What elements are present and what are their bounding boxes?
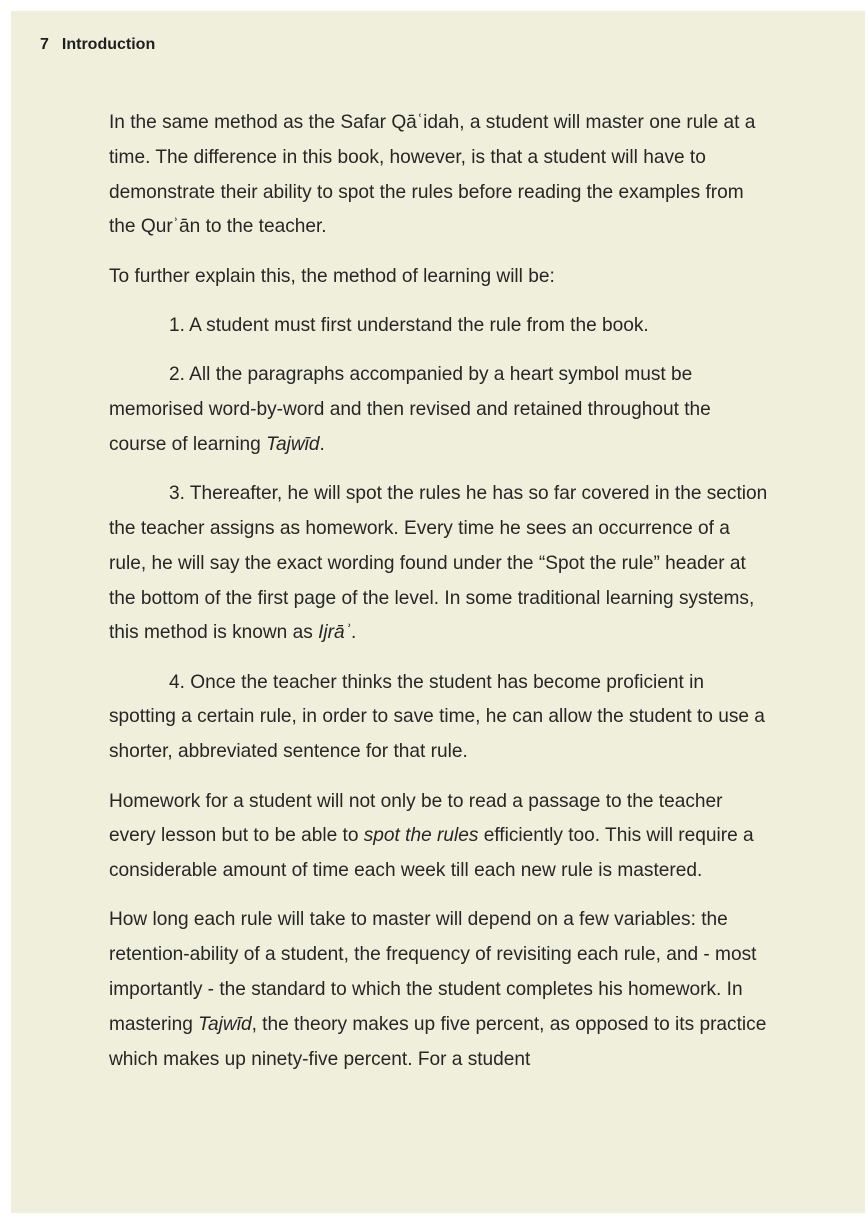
book-page [11,11,865,1213]
step-3-end: . [350,622,357,644]
paragraph-method: In the same method as the Safar Qāʿidah, a student will master one rule at a time. The difference in this book, however, is that a student will have to demonstrate their ability to spot the rules before reading the examples from the Qurʾān to the teacher. [109,112,756,238]
step-2-emphasis: Tajwīd [266,433,320,455]
step-3-text: 3. Thereafter, he will spot the rules he has so far covered in the section the teacher assigns as homework. Every time he sees an occurrence of a rule, he will say the exact wording found under the “Spot the rule” header at the bottom of the first page of the level. In some traditional learning systems, this method is known as [109,483,768,644]
step-1: 1. A student must first understand the rule from the book. [169,314,649,336]
body-text [109,106,769,1092]
section-title: Introduction [61,36,156,53]
mastery-emphasis: Tajwīd [198,1013,252,1035]
step-3-emphasis: Ijrāʾ [318,622,351,644]
homework-end: efficiently too. This will require a considerable amount of time each week till each new rule is mastered. [109,825,754,882]
running-header [40,36,155,54]
paragraph-mastery [109,903,769,1077]
step-3 [109,477,769,651]
page-number: 7 [40,36,49,53]
step-2-text: 2. All the paragraphs accompanied by a heart symbol must be memorised word-by-word and then revised and retained throughout the course of learning [109,364,711,455]
homework-emphasis: spot the rules [363,825,479,847]
mastery-text: How long each rule will take to master will depend on a few variables: the retention-ability of a student, the frequency of revisiting each rule, and - most importantly - the standard to which the student completes his homework. In mastering [109,909,757,1035]
homework-text: Homework for a student will not only be to read a passage to the teacher every lesson but to be able to [109,790,723,847]
step-2-end: . [319,433,325,455]
mastery-end: , the theory makes up five percent, as opposed to its practice which makes up ninety-five percent. For a student [109,1013,767,1070]
paragraph-homework [109,785,769,889]
step-2 [109,358,769,462]
step-4: 4. Once the teacher thinks the student has become proficient in spotting a certain rule, in order to save time, he can allow the student to use a shorter, abbreviated sentence for that rule. [109,671,765,763]
paragraph-explain: To further explain this, the method of learning will be: [109,265,555,287]
